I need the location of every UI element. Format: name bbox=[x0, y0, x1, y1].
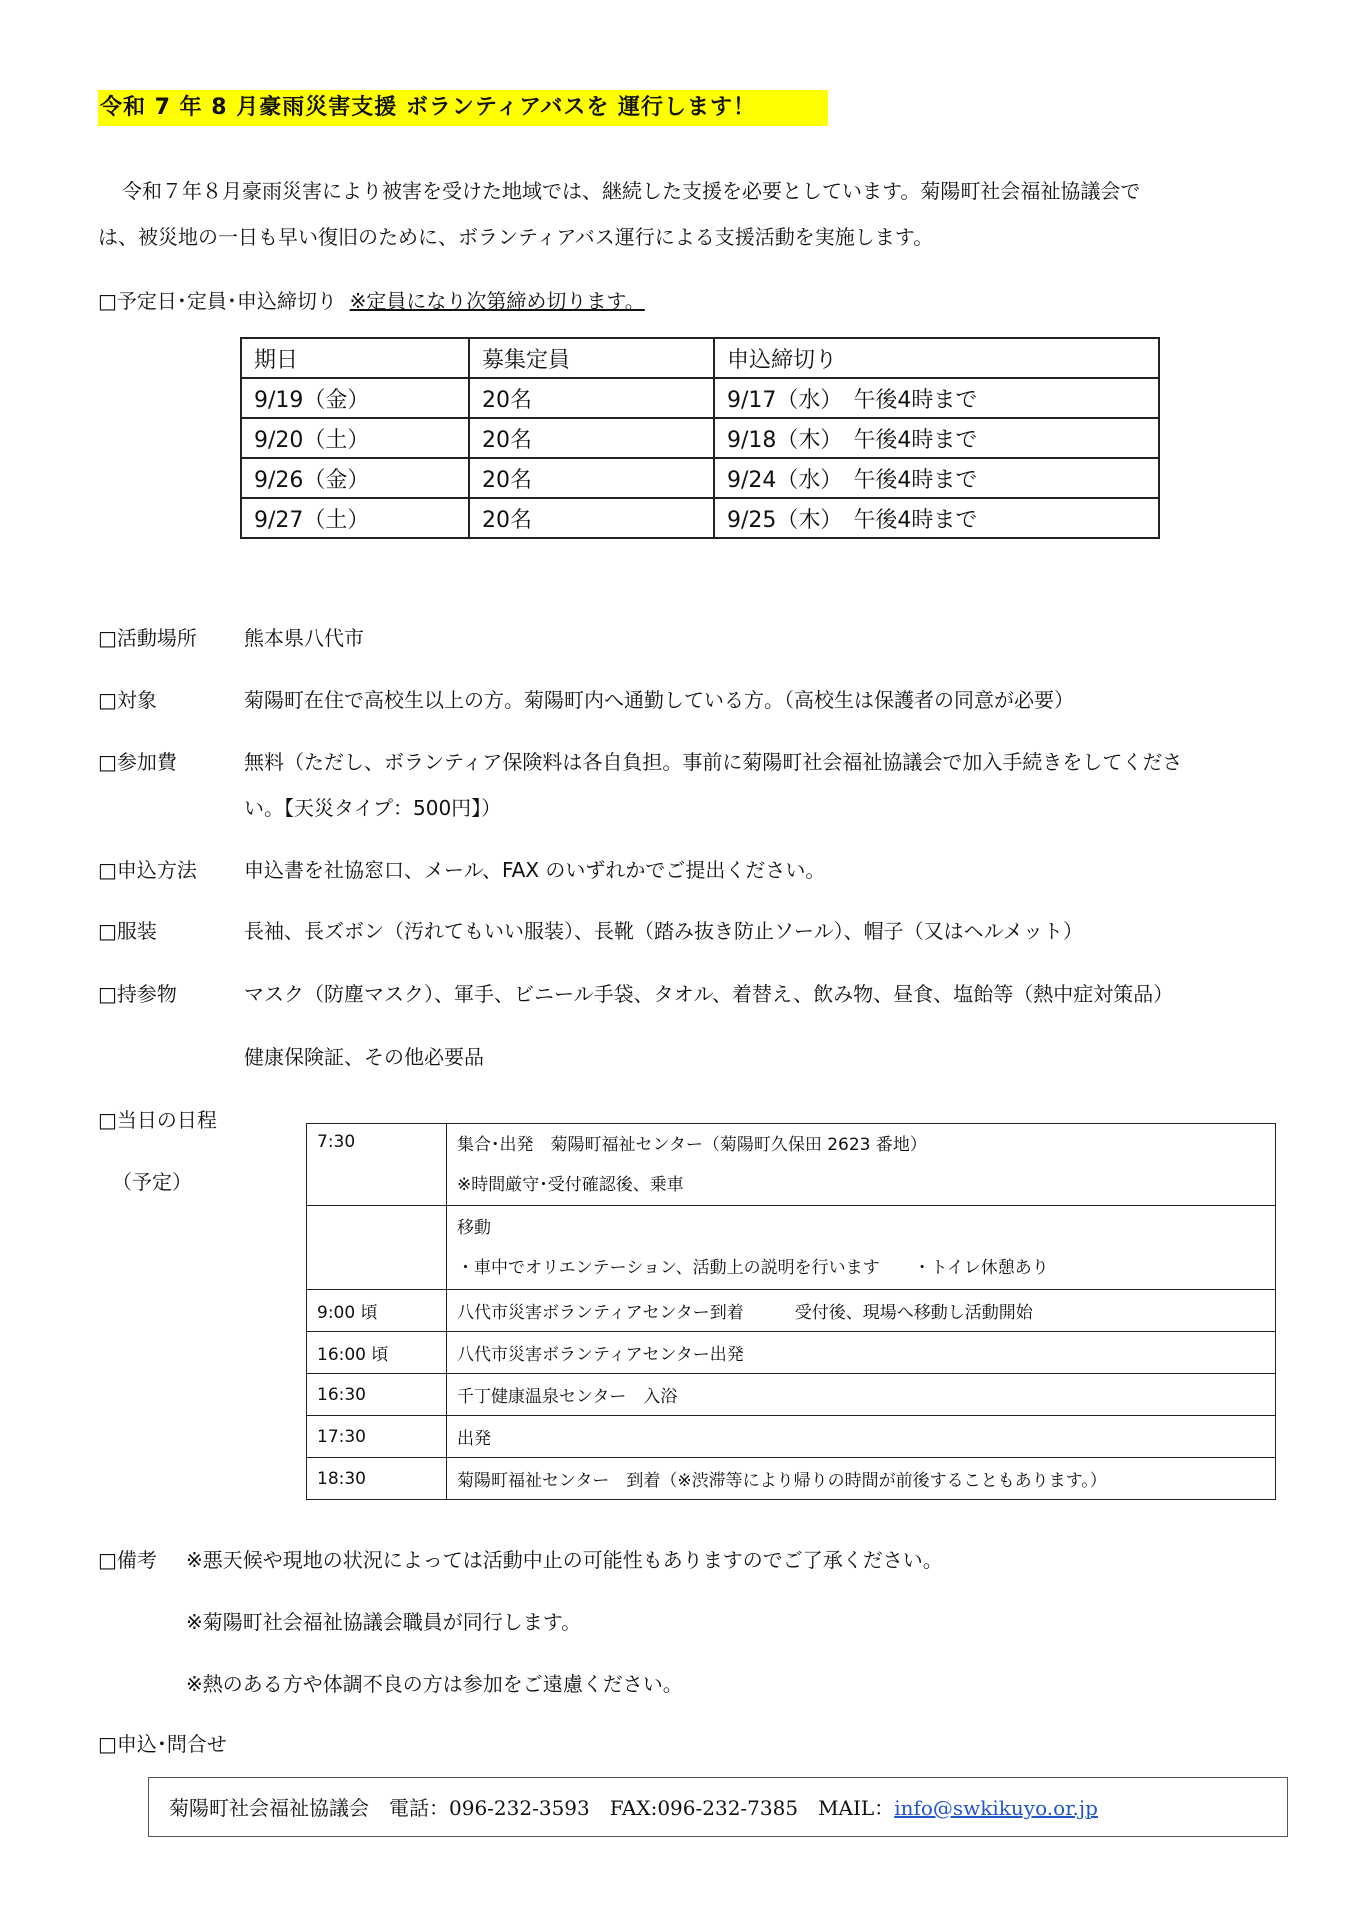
table-row bbox=[241, 458, 1159, 498]
table-row bbox=[307, 1416, 1276, 1458]
row-date: 9/20（土） bbox=[241, 418, 469, 458]
table-row bbox=[307, 1206, 1276, 1290]
row-deadline: 9/25（木） 午後4時まで bbox=[714, 498, 1159, 538]
intro-line-1: 令和７年８月豪雨災害により被害を受けた地域では、継続した支援を必要としています。菊陽町社会福祉協議会で bbox=[122, 179, 1141, 203]
row-capacity: 20名 bbox=[469, 458, 714, 498]
fee-label: □参加費 bbox=[98, 750, 177, 774]
row-deadline: 9/24（水） 午後4時まで bbox=[714, 458, 1159, 498]
remarks-line-1: ※悪天候や現地の状況によっては活動中止の可能性もありますのでご了承ください。 bbox=[186, 1548, 943, 1572]
schedule-detail-line: ・車中でオリエンテーション、活動上の説明を行います ・トイレ休憩あり bbox=[457, 1257, 1049, 1278]
schedule-detail bbox=[447, 1206, 1276, 1290]
schedule-detail: 八代市災害ボランティアセンター出発 bbox=[447, 1332, 1276, 1374]
belongings-value-line-2: 健康保険証、その他必要品 bbox=[244, 1045, 484, 1069]
day-schedule-table bbox=[306, 1123, 1276, 1500]
remarks-line-2: ※菊陽町社会福祉協議会職員が同行します。 bbox=[186, 1610, 582, 1634]
row-deadline: 9/17（水） 午後4時まで bbox=[714, 378, 1159, 418]
schedule-detail: 千丁健康温泉センター 入浴 bbox=[447, 1374, 1276, 1416]
apply-method-value: 申込書を社協窓口、メール、FAX のいずれかでご提出ください。 bbox=[244, 858, 826, 882]
clothing-label: □服装 bbox=[98, 919, 157, 943]
schedule-detail-line: 集合･出発 菊陽町福祉センター（菊陽町久保田 2623 番地） bbox=[457, 1134, 927, 1155]
row-date: 9/26（金） bbox=[241, 458, 469, 498]
row-capacity: 20名 bbox=[469, 418, 714, 458]
intro-paragraph bbox=[98, 168, 1276, 260]
schedule-detail: 出発 bbox=[447, 1416, 1276, 1458]
page-title: 令和 7 年 8 月豪雨災害支援 ボランティアバスを 運行します！ bbox=[98, 90, 828, 126]
table-row bbox=[241, 378, 1159, 418]
schedule-detail bbox=[447, 1124, 1276, 1206]
schedule-section-label: □予定日･定員･申込締切り bbox=[98, 289, 337, 313]
contact-info: 菊陽町社会福祉協議会 電話：096-232-3593 FAX:096-232-7385 MAIL： bbox=[169, 1796, 895, 1820]
table-row bbox=[307, 1374, 1276, 1416]
table-row bbox=[307, 1124, 1276, 1206]
schedule-time: 7:30 bbox=[307, 1124, 447, 1206]
row-capacity: 20名 bbox=[469, 498, 714, 538]
row-date: 9/27（土） bbox=[241, 498, 469, 538]
header-deadline: 申込締切り bbox=[714, 338, 1159, 378]
schedule-time bbox=[307, 1206, 447, 1290]
table-row bbox=[307, 1290, 1276, 1332]
schedule-time: 16:30 bbox=[307, 1374, 447, 1416]
table-row bbox=[241, 498, 1159, 538]
schedule-detail: 菊陽町福祉センター 到着（※渋滞等により帰りの時間が前後することもあります。） bbox=[447, 1458, 1276, 1500]
inquiry-label: □申込･問合せ bbox=[98, 1732, 227, 1756]
location-value: 熊本県八代市 bbox=[244, 626, 364, 650]
table-row bbox=[307, 1458, 1276, 1500]
header-date: 期日 bbox=[241, 338, 469, 378]
intro-line-2: は、被災地の一日も早い復旧のために、ボランティアバス運行による支援活動を実施します。 bbox=[98, 225, 934, 249]
schedule-section-note: ※定員になり次第締め切ります。 bbox=[349, 289, 645, 313]
fee-value-line-1: 無料（ただし、ボランティア保険料は各自負担。事前に菊陽町社会福祉協議会で加入手続きをしてくださ bbox=[244, 750, 1183, 774]
schedule-time: 17:30 bbox=[307, 1416, 447, 1458]
remarks-label: □備考 bbox=[98, 1548, 157, 1572]
clothing-value: 長袖、長ズボン（汚れてもいい服装）、長靴（踏み抜き防止ソール）、帽子（又はヘルメット） bbox=[244, 919, 1083, 943]
row-date: 9/19（金） bbox=[241, 378, 469, 418]
row-capacity: 20名 bbox=[469, 378, 714, 418]
belongings-label: □持参物 bbox=[98, 982, 177, 1006]
fee-value-line-2: い。【天災タイプ：500円】） bbox=[244, 796, 502, 820]
day-schedule-sublabel: （予定） bbox=[112, 1170, 192, 1194]
schedule-table bbox=[240, 337, 1160, 539]
schedule-time: 18:30 bbox=[307, 1458, 447, 1500]
remarks-line-3: ※熱のある方や体調不良の方は参加をご遠慮ください。 bbox=[186, 1672, 683, 1696]
target-label: □対象 bbox=[98, 688, 157, 712]
apply-method-label: □申込方法 bbox=[98, 858, 197, 882]
location-label: □活動場所 bbox=[98, 626, 197, 650]
email-link[interactable]: info@swkikuyo.or.jp bbox=[894, 1796, 1098, 1820]
target-value: 菊陽町在住で高校生以上の方。菊陽町内へ通勤している方。（高校生は保護者の同意が必要） bbox=[244, 688, 1074, 712]
belongings-value-line-1: マスク（防塵マスク）、軍手、ビニール手袋、タオル、着替え、飲み物、昼食、塩飴等（熱中症対策品） bbox=[244, 982, 1174, 1006]
row-deadline: 9/18（木） 午後4時まで bbox=[714, 418, 1159, 458]
schedule-time: 16:00 頃 bbox=[307, 1332, 447, 1374]
day-schedule-label: □当日の日程 bbox=[98, 1108, 217, 1132]
table-header-row bbox=[241, 338, 1159, 378]
schedule-section-heading bbox=[98, 285, 645, 314]
contact-box bbox=[148, 1777, 1288, 1837]
table-row bbox=[241, 418, 1159, 458]
schedule-detail: 八代市災害ボランティアセンター到着 受付後、現場へ移動し活動開始 bbox=[447, 1290, 1276, 1332]
schedule-detail-line: ※時間厳守･受付確認後、乗車 bbox=[457, 1174, 684, 1195]
schedule-time: 9:00 頃 bbox=[307, 1290, 447, 1332]
header-capacity: 募集定員 bbox=[469, 338, 714, 378]
schedule-detail-line: 移動 bbox=[457, 1217, 491, 1238]
table-row bbox=[307, 1332, 1276, 1374]
